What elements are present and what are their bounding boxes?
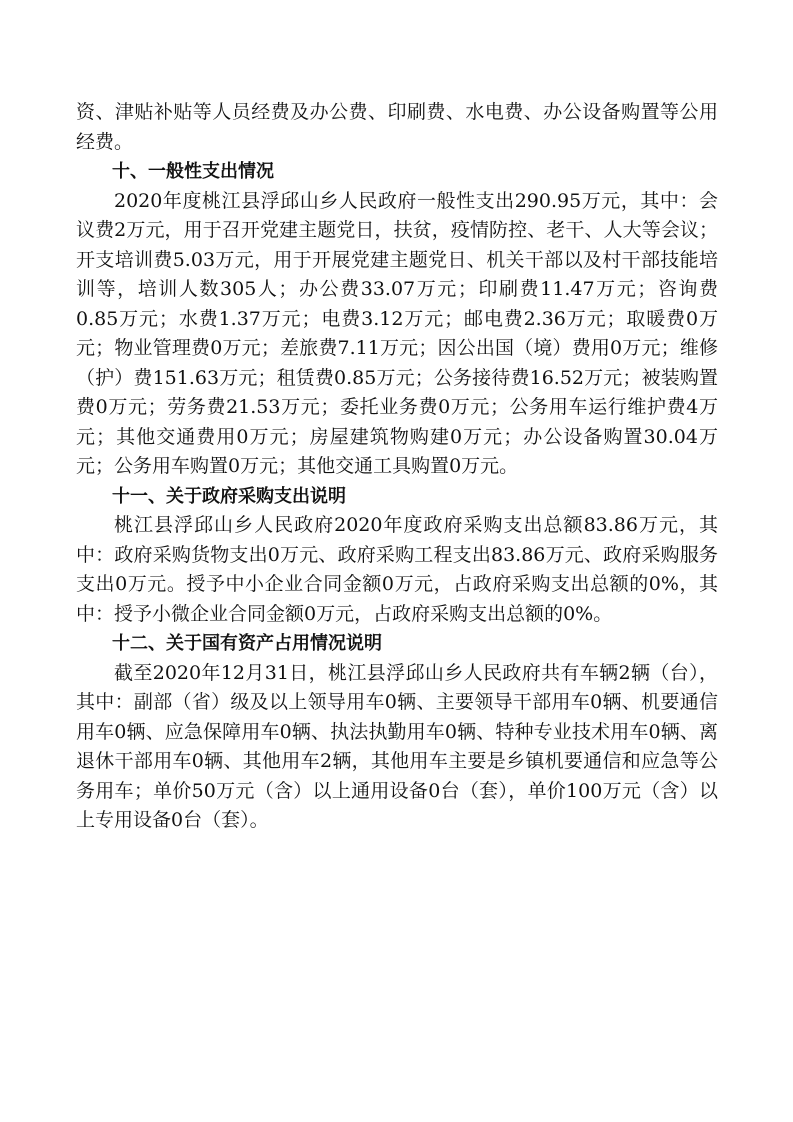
section-12-body: 截至2020年12月31日，桃江县浮邱山乡人民政府共有车辆2辆（台），其中：副部（省）级及以上领导用车0辆、主要领导干部用车0辆、机要通信用车0辆、应急保障用车0辆、执法执勤用车0辆、特种专业技术用车0辆、离退休干部用车0辆、其他用车2辆，其他用车主要是乡镇机要通信和应急等公务用车；单价50万元（含）以上通用设备0台（套），单价100万元（含）以上专用设备0台（套）。 [76, 661, 718, 831]
document-page [76, 98, 718, 836]
section-11-heading: 十一、关于政府采购支出说明 [112, 485, 346, 507]
section-12-heading: 十二、关于国有资产占用情况说明 [112, 633, 382, 654]
section-11-body: 桃江县浮邱山乡人民政府2020年度政府采购支出总额83.86万元，其中：政府采购货物支出0万元、政府采购工程支出83.86万元、政府采购服务支出0万元。授予中小企业合同金额0万元，占政府采购支出总额的0%，其中：授予小微企业合同金额0万元，占政府采购支出总额的0%。 [76, 514, 718, 625]
section-10-body: 2020年度桃江县浮邱山乡人民政府一般性支出290.95万元，其中：会议费2万元，用于召开党建主题党日，扶贫，疫情防控、老干、人大等会议；开支培训费5.03万元，用于开展党建主题党日、机关干部以及村干部技能培训等，培训人数305人；办公费33.07万元；印刷费11.47万元；咨询费0.85万元；水费1.37万元；电费3.12万元；邮电费2.36万元；取暖费0万元；物业管理费0万元；差旅费7.11万元；因公出国（境）费用0万元；维修（护）费151.63万元；租赁费0.85万元；公务接待费16.52万元；被装购置费0万元；劳务费21.53万元；委托业务费0万元；公务用车运行维护费4万元；其他交通费用0万元；房屋建筑物购建0万元；办公设备购置30.04万元；公务用车购置0万元；其他交通工具购置0万元。 [76, 189, 718, 477]
section-10-heading: 十、一般性支出情况 [112, 161, 274, 182]
continuation-paragraph: 资、津贴补贴等人员经费及办公费、印刷费、水电费、办公设备购置等公用经费。 [76, 101, 718, 153]
